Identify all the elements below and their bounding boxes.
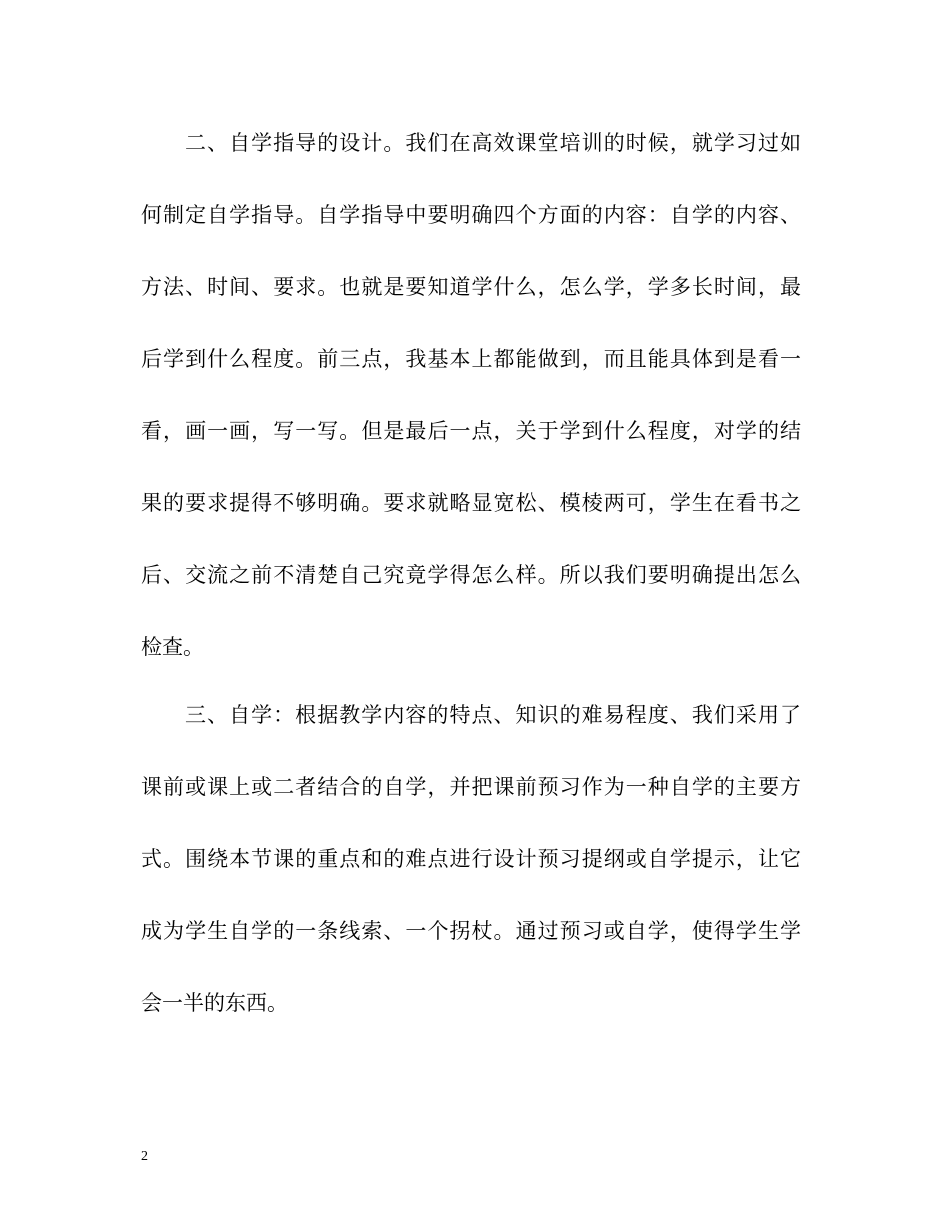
text-line: 课前或课上或二者结合的自学，并把课前预习作为一种自学的主要方	[141, 775, 801, 799]
text-line: 后、交流之前不清楚自己究竟学得怎么样。所以我们要明确提出怎么	[141, 563, 801, 587]
text-line: 方法、时间、要求。也就是要知道学什么，怎么学，学多长时间，最	[141, 275, 801, 299]
text-line: 成为学生自学的一条线索、一个拐杖。通过预习或自学，使得学生学	[141, 919, 801, 943]
page-number: 2	[141, 1149, 148, 1164]
text-line: 会一半的东西。	[141, 991, 288, 1015]
text-line: 二、自学指导的设计。我们在高效课堂培训的时候，就学习过如	[185, 131, 801, 155]
text-line: 果的要求提得不够明确。要求就略显宽松、模棱两可，学生在看书之	[141, 491, 801, 515]
text-line: 看，画一画，写一写。但是最后一点，关于学到什么程度，对学的结	[141, 419, 801, 443]
text-line: 后学到什么程度。前三点，我基本上都能做到，而且能具体到是看一	[141, 347, 801, 371]
text-line: 何制定自学指导。自学指导中要明确四个方面的内容：自学的内容、	[141, 203, 801, 227]
text-line: 式。围绕本节课的重点和的难点进行设计预习提纲或自学提示，让它	[141, 847, 801, 871]
text-line: 检查。	[141, 635, 204, 659]
text-line: 三、自学：根据教学内容的特点、知识的难易程度、我们采用了	[185, 703, 801, 727]
